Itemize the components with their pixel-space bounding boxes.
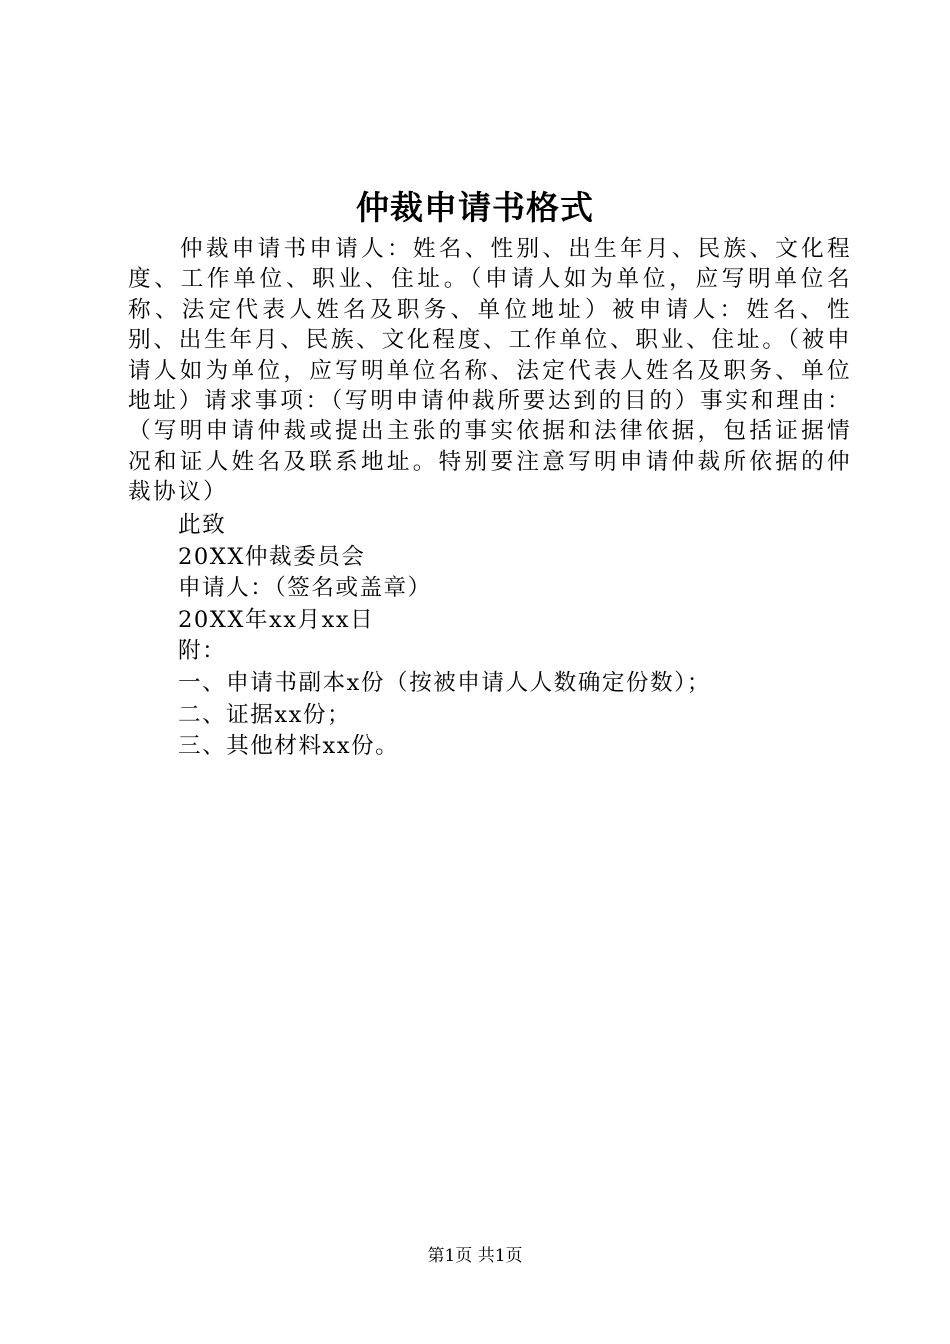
body-paragraph: 仲裁申请书申请人：姓名、性别、出生年月、民族、文化程度、工作单位、职业、住址。（申请人如为单位，应写明单位名称、法定代表人姓名及职务、单位地址）被申请人：姓名、性别、出生年月、民族、文化程度、工作单位、职业、住址。（被申请人如为单位，应写明单位名称、法定代表人姓名及职务、单位地址）请求事项：（写明申请仲裁所要达到的目的）事实和理由：（写明申请仲裁或提出主张的事实依据和法律依据，包括证据情况和证人姓名及联系地址。特别要注意写明申请仲裁所依据的仲裁协议） [128,236,852,506]
closing-block [178,510,858,763]
page-footer: 第1页 共1页 [427,1246,523,1266]
closing-salutation: 此致 [178,512,227,538]
date-line: 20XX年xx月xx日 [178,606,375,633]
attachment-item: 二、证据xx份； [178,701,352,728]
attachments-label: 附： [178,638,227,665]
attachment-item: 一、申请书副本x份（按被申请人人数确定份数）； [178,669,712,696]
document-title: 仲裁申请书格式 [356,188,594,227]
signature-line: 申请人：（签名或盖章） [178,575,432,602]
attachment-item: 三、其他材料xx份。 [178,733,400,760]
recipient-line: 20XX仲裁委员会 [178,543,366,570]
